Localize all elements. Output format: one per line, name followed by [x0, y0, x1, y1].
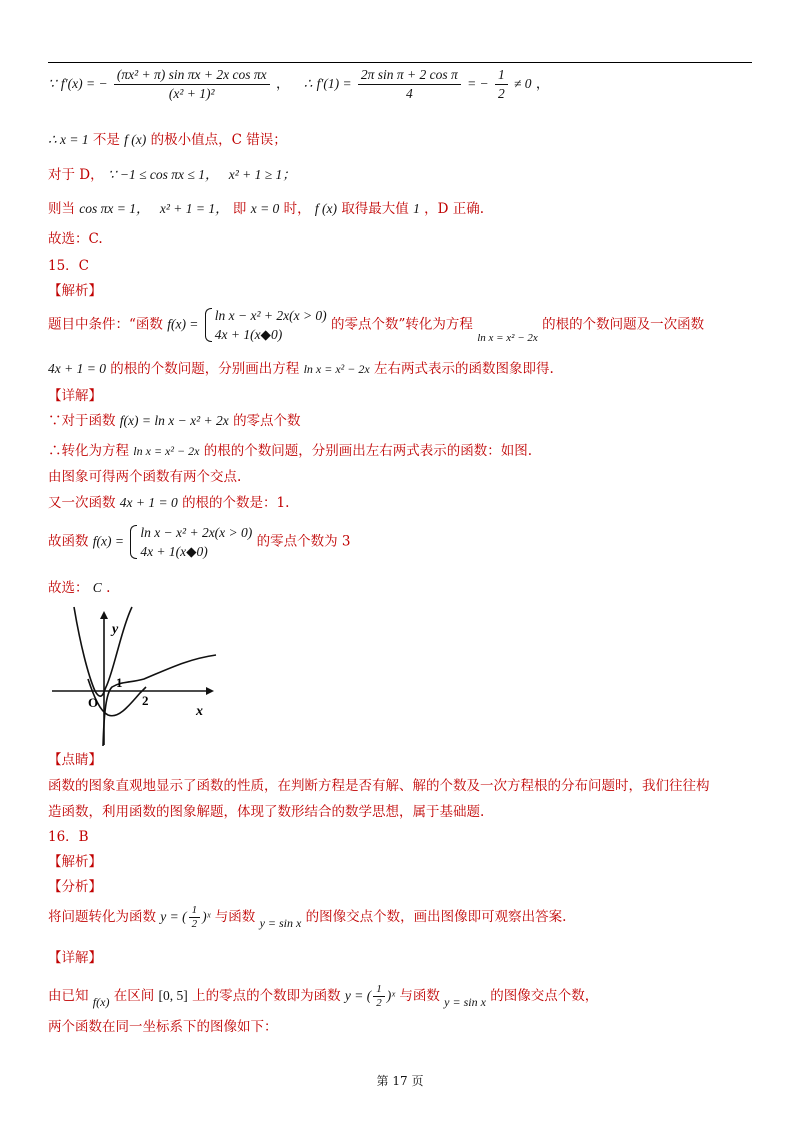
text: 由已知: [48, 988, 89, 1004]
math-fx: f (x): [124, 132, 147, 147]
math-equation: ln x = x² − 2x: [303, 362, 370, 376]
text: 的根的个数问题，分别画出方程: [110, 361, 300, 377]
derivative-at-one-fraction: [358, 66, 461, 103]
derivative-numerator: (πx² + π) sin πx + 2x cos πx: [114, 66, 270, 85]
math: )ˣ: [386, 988, 396, 1003]
q15-answer: [48, 578, 110, 598]
log-curve: [103, 655, 216, 746]
text: 将问题转化为函数: [48, 909, 156, 925]
half-denominator: 2: [497, 86, 505, 101]
text: ，D 正确.: [424, 201, 485, 217]
text: 的图像交点个数，: [490, 988, 599, 1004]
q15-header: 15．C: [48, 258, 90, 274]
text: 与函数: [399, 988, 440, 1004]
derivative-line: [48, 66, 549, 103]
equals-minus: = −: [467, 76, 489, 91]
half-numerator: 1: [495, 66, 508, 85]
q16-analysis: [48, 904, 566, 931]
therefore-symbol: ∴: [303, 76, 313, 91]
label-two: 2: [142, 693, 149, 708]
text: 对于 D，: [48, 167, 104, 183]
derivative-at-one-lhs: f′(1) =: [316, 76, 352, 91]
q14-line-max: [48, 199, 484, 219]
q15-comment-line2: 造函数，利用函数的图象解题，体现了数形结合的数学思想，属于基础题.: [48, 804, 485, 820]
math-fx: f(x) =: [167, 316, 199, 332]
piece-positive: ln x − x² + 2x(x > 0): [214, 308, 327, 323]
math: x = 0: [250, 201, 280, 216]
derivative-at-one-denominator: 4: [405, 86, 413, 101]
line-end: ，: [535, 76, 550, 92]
q15-detail-4: [48, 493, 289, 513]
q15-xiangjie-heading: 【详解】: [48, 388, 102, 404]
half-denominator: 2: [376, 997, 382, 1009]
half-fraction: [189, 904, 201, 931]
text: ∵对于函数: [48, 413, 116, 429]
q15-detail-2: [48, 441, 532, 461]
origin-label: O: [88, 695, 99, 710]
piece-nonpositive: 4x + 1(x◆0): [140, 544, 208, 559]
math: cos πx = 1，: [79, 201, 150, 216]
text: 的根的个数问题及一次函数: [542, 316, 705, 333]
q16-detail-1: [48, 983, 598, 1010]
half-numerator: 1: [373, 983, 385, 997]
math-fx: f(x): [92, 995, 110, 1009]
text: 则当: [48, 201, 75, 217]
derivative-fraction: [114, 66, 270, 103]
text: .: [106, 580, 111, 596]
text: 在区间: [113, 988, 155, 1004]
q15-statement: [48, 306, 704, 344]
text: 左右两式表示的函数图象即得.: [373, 361, 554, 377]
text: 取得最大值: [341, 201, 409, 217]
q16-detail-2: 两个函数在同一坐标系下的图像如下：: [48, 1019, 278, 1035]
text: ∴转化为方程: [48, 443, 129, 459]
math-one: 1: [413, 201, 420, 216]
page-number: 第 17 页: [376, 1074, 424, 1088]
function-graph: [48, 603, 224, 748]
x-axis-arrow-icon: [206, 687, 214, 695]
text: 的零点个数为 3: [256, 533, 351, 550]
math: x² + 1 = 1，: [159, 201, 229, 216]
q15-detail-5: [48, 523, 350, 561]
text: 上的零点的个数即为函数: [192, 988, 341, 1004]
piece-nonpositive: 4x + 1(x◆0): [214, 327, 283, 342]
q16-jiexi-heading: 【解析】: [48, 854, 102, 870]
math-x2-plus-1: x² + 1 ≥ 1；: [228, 167, 296, 182]
text: 的图像交点个数，画出图像即可观察出答案.: [305, 909, 567, 925]
math: y = (: [160, 909, 187, 924]
text: 的零点个数: [233, 413, 301, 429]
not-equal-zero: ≠ 0: [514, 76, 532, 91]
q14-line-option-d: [48, 165, 296, 185]
text: 的极小值点，C 错误；: [150, 132, 287, 148]
half-fraction: [495, 66, 508, 103]
derivative-at-one-numerator: 2π sin π + 2 cos π: [358, 66, 461, 85]
y-axis-label: y: [112, 622, 119, 637]
q15-statement-line2: [48, 359, 554, 379]
math: 4x + 1 = 0: [119, 495, 178, 510]
text: 不是: [92, 132, 120, 148]
q16-xiangjie-heading: 【详解】: [48, 950, 102, 966]
math-sin: y = sin x: [444, 995, 486, 1009]
derivative-lhs: f′(x) = −: [60, 76, 108, 91]
math: y = (: [344, 988, 372, 1003]
math-interval: [0, 5]: [158, 988, 188, 1003]
math: ln x = x² − 2x: [133, 444, 200, 458]
half-denominator: 2: [191, 918, 198, 930]
header-rule: [48, 62, 752, 63]
half-fraction: [373, 983, 385, 1010]
answer-letter: C: [92, 580, 102, 595]
math: f(x) = ln x − x² + 2x: [119, 413, 229, 428]
q14-answer: 故选：C.: [48, 231, 103, 247]
q15-dianjing-heading: 【点睛】: [48, 752, 102, 768]
q16-header: 16．B: [48, 829, 89, 845]
math: )ˣ: [202, 909, 211, 924]
separator: ，: [275, 76, 290, 92]
y-axis-arrow-icon: [100, 611, 108, 619]
math-x-equals-1: ∴ x = 1: [48, 132, 89, 147]
math-cos-range: ∵ −1 ≤ cos πx ≤ 1，: [107, 167, 219, 182]
piece-positive: ln x − x² + 2x(x > 0): [140, 525, 253, 540]
text: 即: [232, 201, 247, 217]
text: 的根的个数问题，分别画出左右两式表示的函数：如图.: [203, 443, 532, 459]
text: 题目中条件：“函数: [48, 316, 163, 333]
q14-line-not-min: [48, 130, 287, 150]
text: 故选：: [48, 580, 89, 596]
text: 时，: [283, 201, 311, 217]
q15-detail-1: [48, 411, 301, 431]
piecewise-function: [205, 306, 327, 344]
piecewise-function: [130, 523, 252, 561]
math-fx: f (x): [314, 201, 338, 216]
math-sin: y = sin x: [259, 916, 302, 930]
q15-comment-line1: 函数的图象直观地显示了函数的性质，在判断方程是否有解、解的个数及一次方程根的分布问题时，我们往往构: [48, 778, 710, 794]
q15-detail-3: 由图象可得两个函数有两个交点.: [48, 469, 242, 485]
derivative-denominator: (x² + 1)²: [168, 86, 215, 101]
text: 的零点个数”转化为方程: [330, 316, 473, 333]
math-equation: ln x = x² − 2x: [477, 331, 538, 344]
text: 的根的个数是：1.: [182, 495, 290, 511]
label-one: 1: [116, 675, 123, 690]
math-fx: f(x) =: [92, 533, 125, 549]
q16-fenxi-heading: 【分析】: [48, 879, 102, 895]
text: 又一次函数: [48, 495, 116, 511]
because-symbol: ∵: [48, 76, 57, 91]
x-axis-label: x: [196, 704, 203, 719]
half-numerator: 1: [189, 904, 201, 918]
math-linear: 4x + 1 = 0: [48, 361, 106, 376]
q15-jiexi-heading: 【解析】: [48, 283, 102, 299]
text: 故函数: [48, 533, 89, 550]
text: 与函数: [214, 909, 256, 925]
